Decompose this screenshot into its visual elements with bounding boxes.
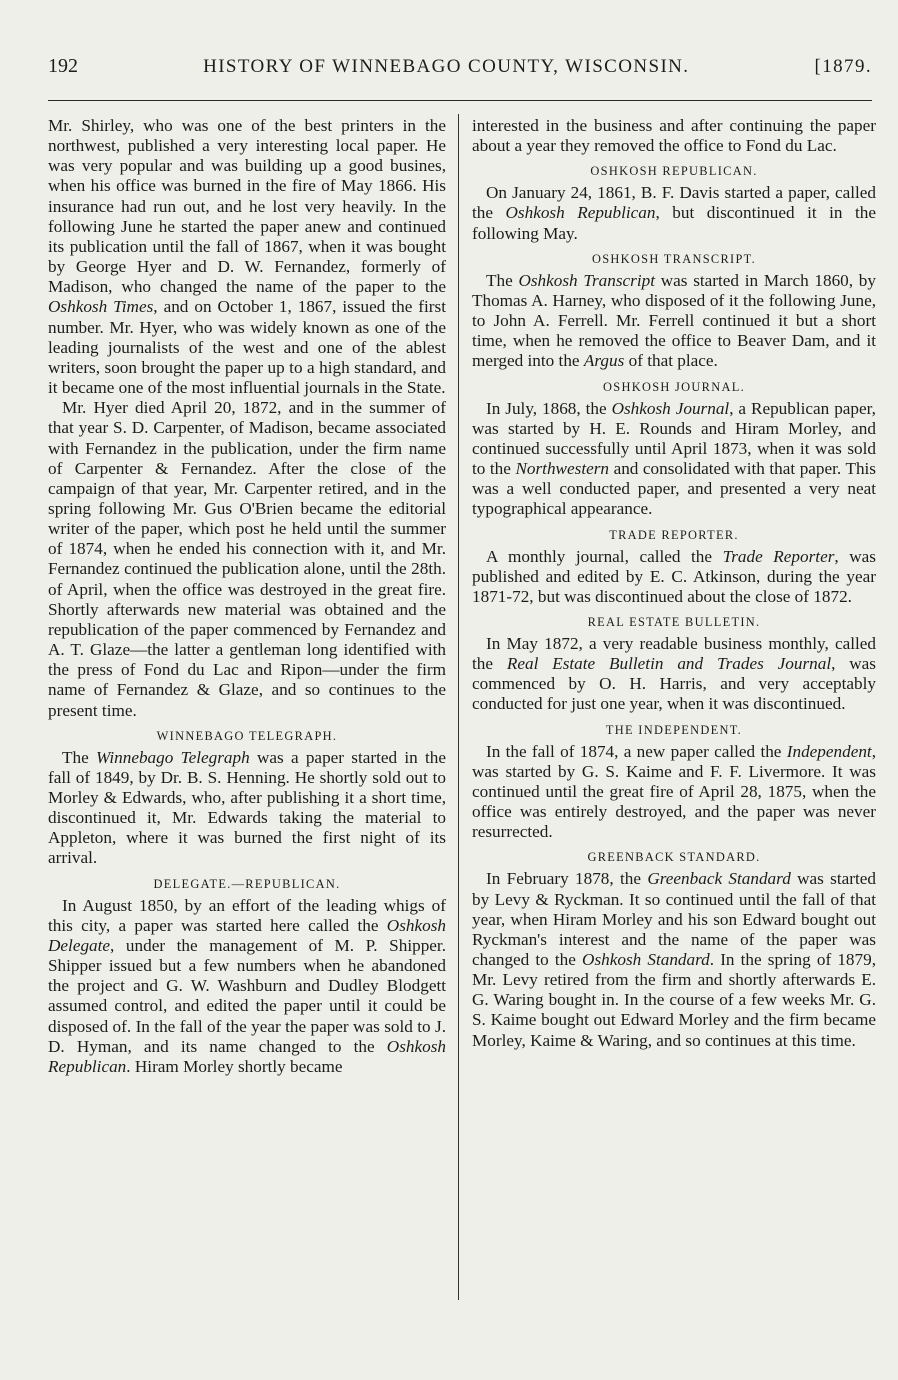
section-heading-greenback: GREENBACK STANDARD. bbox=[587, 850, 761, 865]
paragraph-republican: On January 24, 1861, B. F. Davis started a paper, called the Oshkosh Republican, but discontinued it in the following May. bbox=[472, 183, 876, 243]
paragraph-trade: A monthly journal, called the Trade Reporter, was published and edited by E. C. Atkinson, during the year 1871-72, but was discontinued about the close of 1872. bbox=[472, 546, 876, 606]
section-heading-journal: OSHKOSH JOURNAL. bbox=[603, 379, 745, 394]
paragraph-hyer-died: Mr. Hyer died April 20, 1872, and in the summer of that year S. D. Carpenter, of Madison, became associated with Fernandez in the publication, under the firm name of Carpenter & Fernandez. After the close of the campaign of that year, Mr. Carpenter retired, and in the spring following Mr. Gus O'Brien became the editorial writer of the paper, which post he held until the summer of 1874, when he ended his connection with it, and Mr. Fernandez continued the publication alone, until the 28th. of April, when the office was destroyed in the great fire. Shortly afterwards new material was obtained and the republication of the paper commenced by Fernandez and A. T. Glaze—the latter a gentleman long identified with the press of Fond du Lac and Ripon—under the firm name of Fernandez & Glaze, and so continues to the present time. bbox=[48, 398, 446, 720]
section-heading-real-estate: REAL ESTATE BULLETIN. bbox=[587, 614, 761, 629]
paragraph-delegate: In August 1850, by an effort of the leading whigs of this city, a paper was started here called the Oshkosh Delegate, under the management of M. P. Shipper. Shipper issued but a few numbers when he abandoned the project and G. W. Washburn and Dudley Blodgett assumed control, and edited the paper until it could be disposed of. In the fall of the year the paper was sold to J. D. Hyman, and its name changed to the Oshkosh Republican. Hiram Morley shortly became bbox=[48, 895, 446, 1076]
header-rule bbox=[48, 100, 872, 101]
left-column bbox=[48, 116, 446, 1077]
section-heading-telegraph: WINNEBAGO TELEGRAPH. bbox=[156, 728, 338, 743]
paragraph-transcript: The Oshkosh Transcript was started in March 1860, by Thomas A. Harney, who disposed of it the following June, to John A. Ferrell. Mr. Ferrell continued it but a short time, when he removed the office to Beaver Dam, and it merged into the Argus of that place. bbox=[472, 270, 876, 371]
section-heading-transcript: OSHKOSH TRANSCRIPT. bbox=[591, 251, 756, 266]
paragraph-telegraph: The Winnebago Telegraph was a paper started in the fall of 1849, by Dr. B. S. Henning. He shortly sold out to Morley & Edwards, who, after publishing it a short time, discontinued it, Mr. Edwards taking the material to Appleton, where it was burned the first night of its arrival. bbox=[48, 747, 446, 868]
paragraph-times: Mr. Shirley, who was one of the best printers in the northwest, published a very interesting local paper. He was very popular and was building up a good busines, when his office was burned in the fire of May 1866. His insurance had run out, and he lost very heavily. In the following June he started the paper anew and continued its publication until the fall of 1867, when it was bought by George Hyer and D. W. Fernandez, formerly of Madison, who changed the name of the paper to the Oshkosh Times, and on October 1, 1867, issued the first number. Mr. Hyer, who was widely known as one of the leading journalists of the west and one of the ablest writers, soon brought the paper up to a high standard, and it became one of the most influential journals in the State. bbox=[48, 116, 446, 398]
paragraph-real-estate: In May 1872, a very readable business monthly, called the Real Estate Bulletin and Trades Journal, was commenced by O. H. Harris, and very acceptably conducted for just one year, when it was discontinued. bbox=[472, 633, 876, 714]
paragraph-journal: In July, 1868, the Oshkosh Journal, a Republican paper, was started by H. E. Rounds and Hiram Morley, and continued successfully until April 1873, when it was sold to the Northwestern and consolidated with that paper. This was a well conducted paper, and presented a very neat typographical appearance. bbox=[472, 398, 876, 519]
section-heading-trade: TRADE REPORTER. bbox=[609, 527, 739, 542]
right-column bbox=[472, 116, 876, 1051]
paragraph-independent: In the fall of 1874, a new paper called the Independent, was started by G. S. Kaime and F. F. Livermore. It was continued until the great fire of April 28, 1875, when the office was entirely destroyed, and the paper was never resurrected. bbox=[472, 741, 876, 842]
paragraph-greenback: In February 1878, the Greenback Standard was started by Levy & Ryckman. It so continued until the fall of that year, when Hiram Morley and his son Edward bought out Ryckman's interest and the name of the paper was changed to the Oshkosh Standard. In the spring of 1879, Mr. Levy retired from the firm and shortly afterwards E. G. Waring bought in. In the course of a few weeks Mr. G. S. Kaime bought out Edward Morley and the firm became Morley, Kaime & Waring, and so continues at this time. bbox=[472, 869, 876, 1050]
column-divider bbox=[458, 114, 459, 1300]
section-heading-delegate: DELEGATE.—REPUBLICAN. bbox=[153, 876, 341, 891]
section-heading-independent: THE INDEPENDENT. bbox=[605, 722, 743, 737]
running-header bbox=[48, 55, 872, 89]
paragraph-continued: interested in the business and after continuing the paper about a year they removed the office to Fond du Lac. bbox=[472, 116, 876, 156]
header-year: [1879. bbox=[814, 56, 872, 77]
running-title: HISTORY OF WINNEBAGO COUNTY, WISCONSIN. bbox=[203, 56, 690, 77]
page-number: 192 bbox=[48, 55, 78, 77]
section-heading-republican: OSHKOSH REPUBLICAN. bbox=[590, 164, 758, 179]
